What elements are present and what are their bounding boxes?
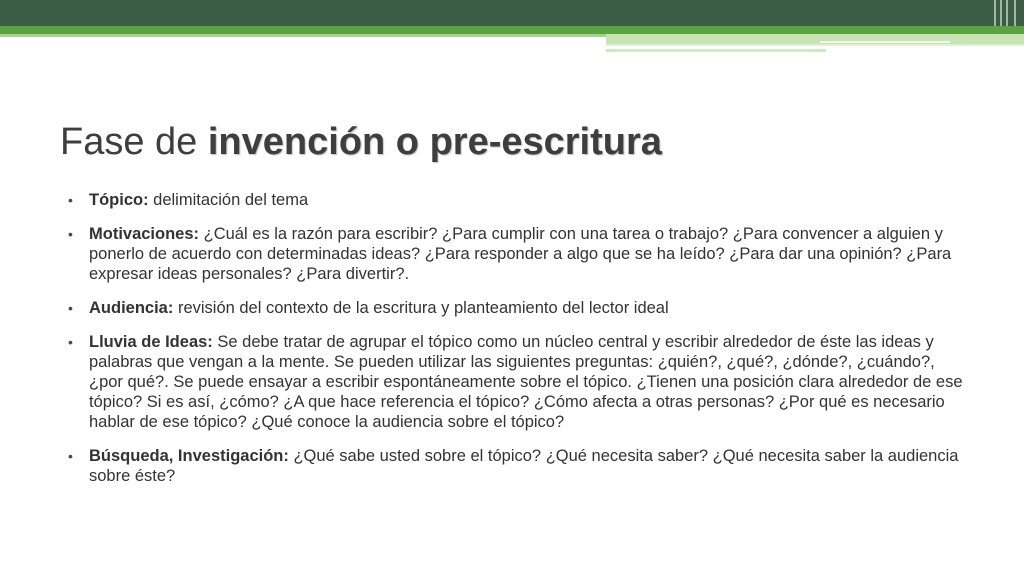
bullet-text: ¿Cuál es la razón para escribir? ¿Para cumplir con una tarea o trabajo? ¿Para convencer a alguien y ponerlo de acuerdo con determinadas ideas? ¿Para responder a algo que se ha leído? ¿Para dar una opinión? ¿Para expresar ideas personales? ¿Para divertir?.	[89, 225, 952, 283]
bullet-icon: •	[68, 300, 73, 316]
list-item	[68, 190, 968, 210]
list-item	[68, 298, 968, 318]
header-light-band	[0, 34, 606, 37]
bullet-text: ¿Qué sabe usted sobre el tópico? ¿Qué necesita saber? ¿Qué necesita saber la audiencia sobre éste?	[89, 447, 959, 485]
header-thin-band	[606, 44, 1024, 46]
slide-title	[60, 118, 662, 166]
header-step-band	[606, 34, 1024, 44]
header-dark-band	[0, 0, 1024, 26]
list-item	[68, 332, 968, 432]
header-green-band	[0, 26, 1024, 34]
bullet-text: revisión del contexto de la escritura y planteamiento del lector ideal	[173, 299, 669, 317]
bullet-icon: •	[68, 334, 73, 350]
bullet-text: Se debe tratar de agrupar el tópico como un núcleo central y escribir alrededor de éste las ideas y palabras que vengan a la mente. Se pueden utilizar las siguientes preguntas: ¿quién?, ¿qué?, ¿dónde?, ¿cuándo?, ¿por qué?. Se puede ensayar a escribir espontáneamente sobre el tópico. ¿Tienen una posición clara alrededor de ese tópico? Si es así, ¿cómo? ¿A que hace referencia el tópico? ¿Cómo afecta a otras personas? ¿Por qué es necesario hablar de ese tópico? ¿Qué conoce la audiencia sobre el tópico?	[89, 333, 963, 431]
bullet-icon: •	[68, 226, 73, 242]
header-vertical-lines	[990, 0, 1024, 26]
title-prefix: Fase de	[60, 121, 208, 163]
list-item	[68, 224, 968, 284]
bullet-term: Tópico:	[89, 191, 149, 209]
bullet-term: Motivaciones:	[89, 225, 200, 243]
bullet-term: Búsqueda, Investigación:	[89, 447, 289, 465]
title-emphasis: invención o pre-escritura	[207, 121, 662, 163]
bullet-term: Audiencia:	[89, 299, 174, 317]
header-thin-band-short	[606, 49, 826, 52]
bullet-list	[68, 190, 968, 486]
bullet-term: Lluvia de Ideas:	[89, 333, 213, 351]
bullet-text: delimitación del tema	[148, 191, 309, 209]
header-rule	[820, 41, 950, 43]
bullet-icon: •	[68, 192, 73, 208]
bullet-icon: •	[68, 448, 73, 464]
list-item	[68, 446, 968, 486]
